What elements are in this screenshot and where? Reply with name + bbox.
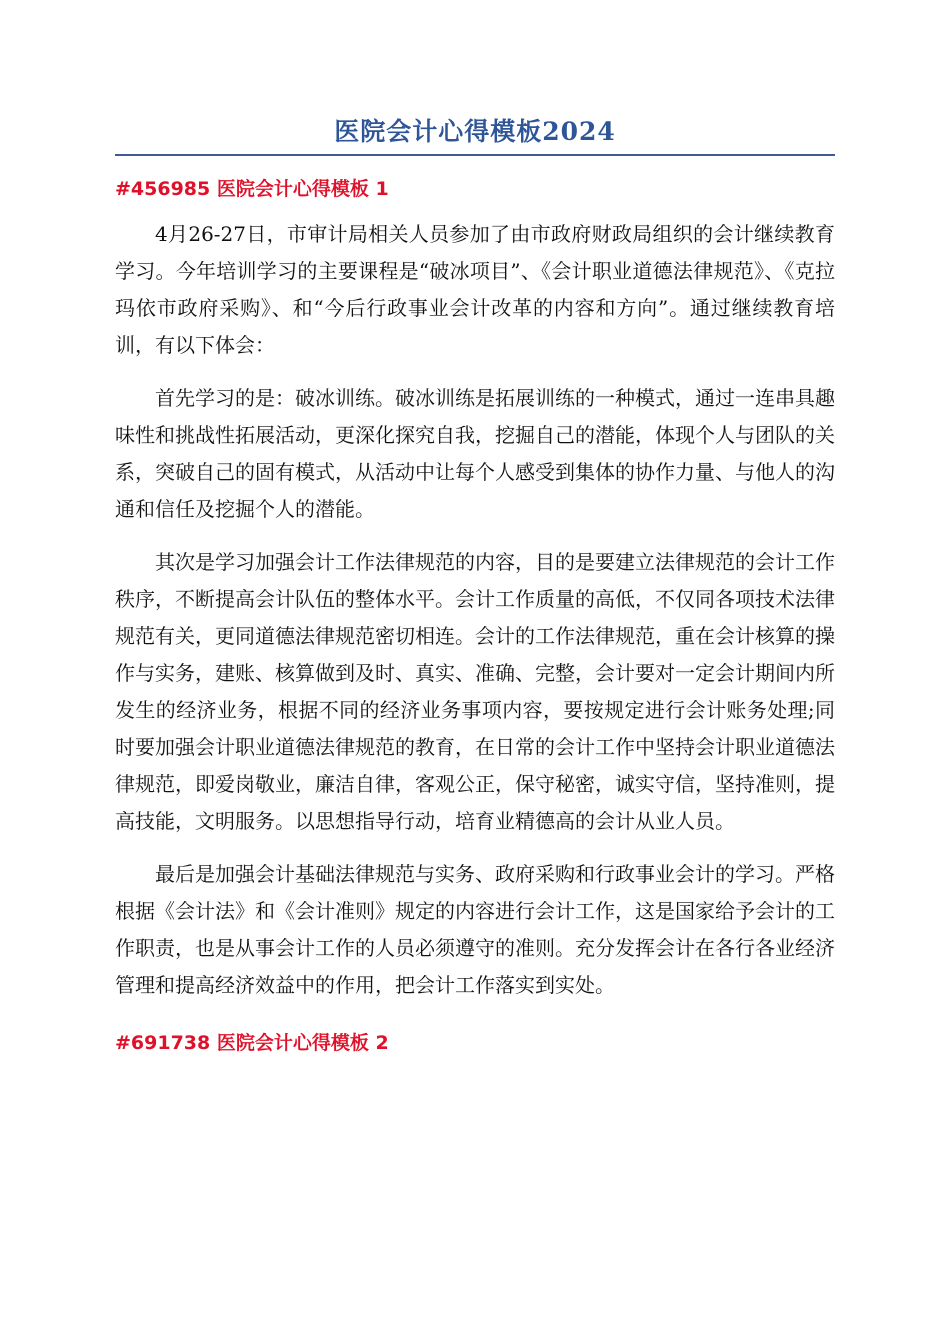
body-paragraph-2: 首先学习的是：破冰训练。破冰训练是拓展训练的一种模式，通过一连串具趣味性和挑战性拓展活动，更深化探究自我，挖掘自己的潜能，体现个人与团队的关系，突破自己的固有模式，从活动中让每个人感受到集体的协作力量、与他人的沟通和信任及挖掘个人的潜能。 [115, 386, 835, 521]
title-underline-rule [115, 154, 835, 156]
body-paragraph-4: 最后是加强会计基础法律规范与实务、政府采购和行政事业会计的学习。严格根据《会计法》和《会计准则》规定的内容进行会计工作，这是国家给予会计的工作职责，也是从事会计工作的人员必须遵守的准则。充分发挥会计在各行各业经济管理和提高经济效益中的作用，把会计工作落实到实处。 [115, 862, 835, 997]
document-title: 医院会计心得模板2024 [334, 117, 616, 146]
document-page [115, 112, 835, 1058]
section-heading-2: #691738 医院会计心得模板 2 [115, 1032, 389, 1054]
body-paragraph-1: 4月26-27日，市审计局相关人员参加了由市政府财政局组织的会计继续教育学习。今年培训学习的主要课程是“破冰项目”、《会计职业道德法律规范》、《克拉玛依市政府采购》、和“今后行政事业会计改革的内容和方向”。通过继续教育培训，有以下体会： [115, 222, 835, 357]
section-heading-1: #456985 医院会计心得模板 1 [115, 178, 389, 200]
body-paragraph-3: 其次是学习加强会计工作法律规范的内容，目的是要建立法律规范的会计工作秩序，不断提高会计队伍的整体水平。会计工作质量的高低，不仅同各项技术法律规范有关，更同道德法律规范密切相连。会计的工作法律规范，重在会计核算的操作与实务，建账、核算做到及时、真实、准确、完整，会计要对一定会计期间内所发生的经济业务，根据不同的经济业务事项内容，要按规定进行会计账务处理;同时要加强会计职业道德法律规范的教育，在日常的会计工作中坚持会计职业道德法律规范，即爱岗敬业，廉洁自律，客观公正，保守秘密，诚实守信，坚持准则，提高技能，文明服务。以思想指导行动，培育业精德高的会计从业人员。 [115, 550, 835, 833]
